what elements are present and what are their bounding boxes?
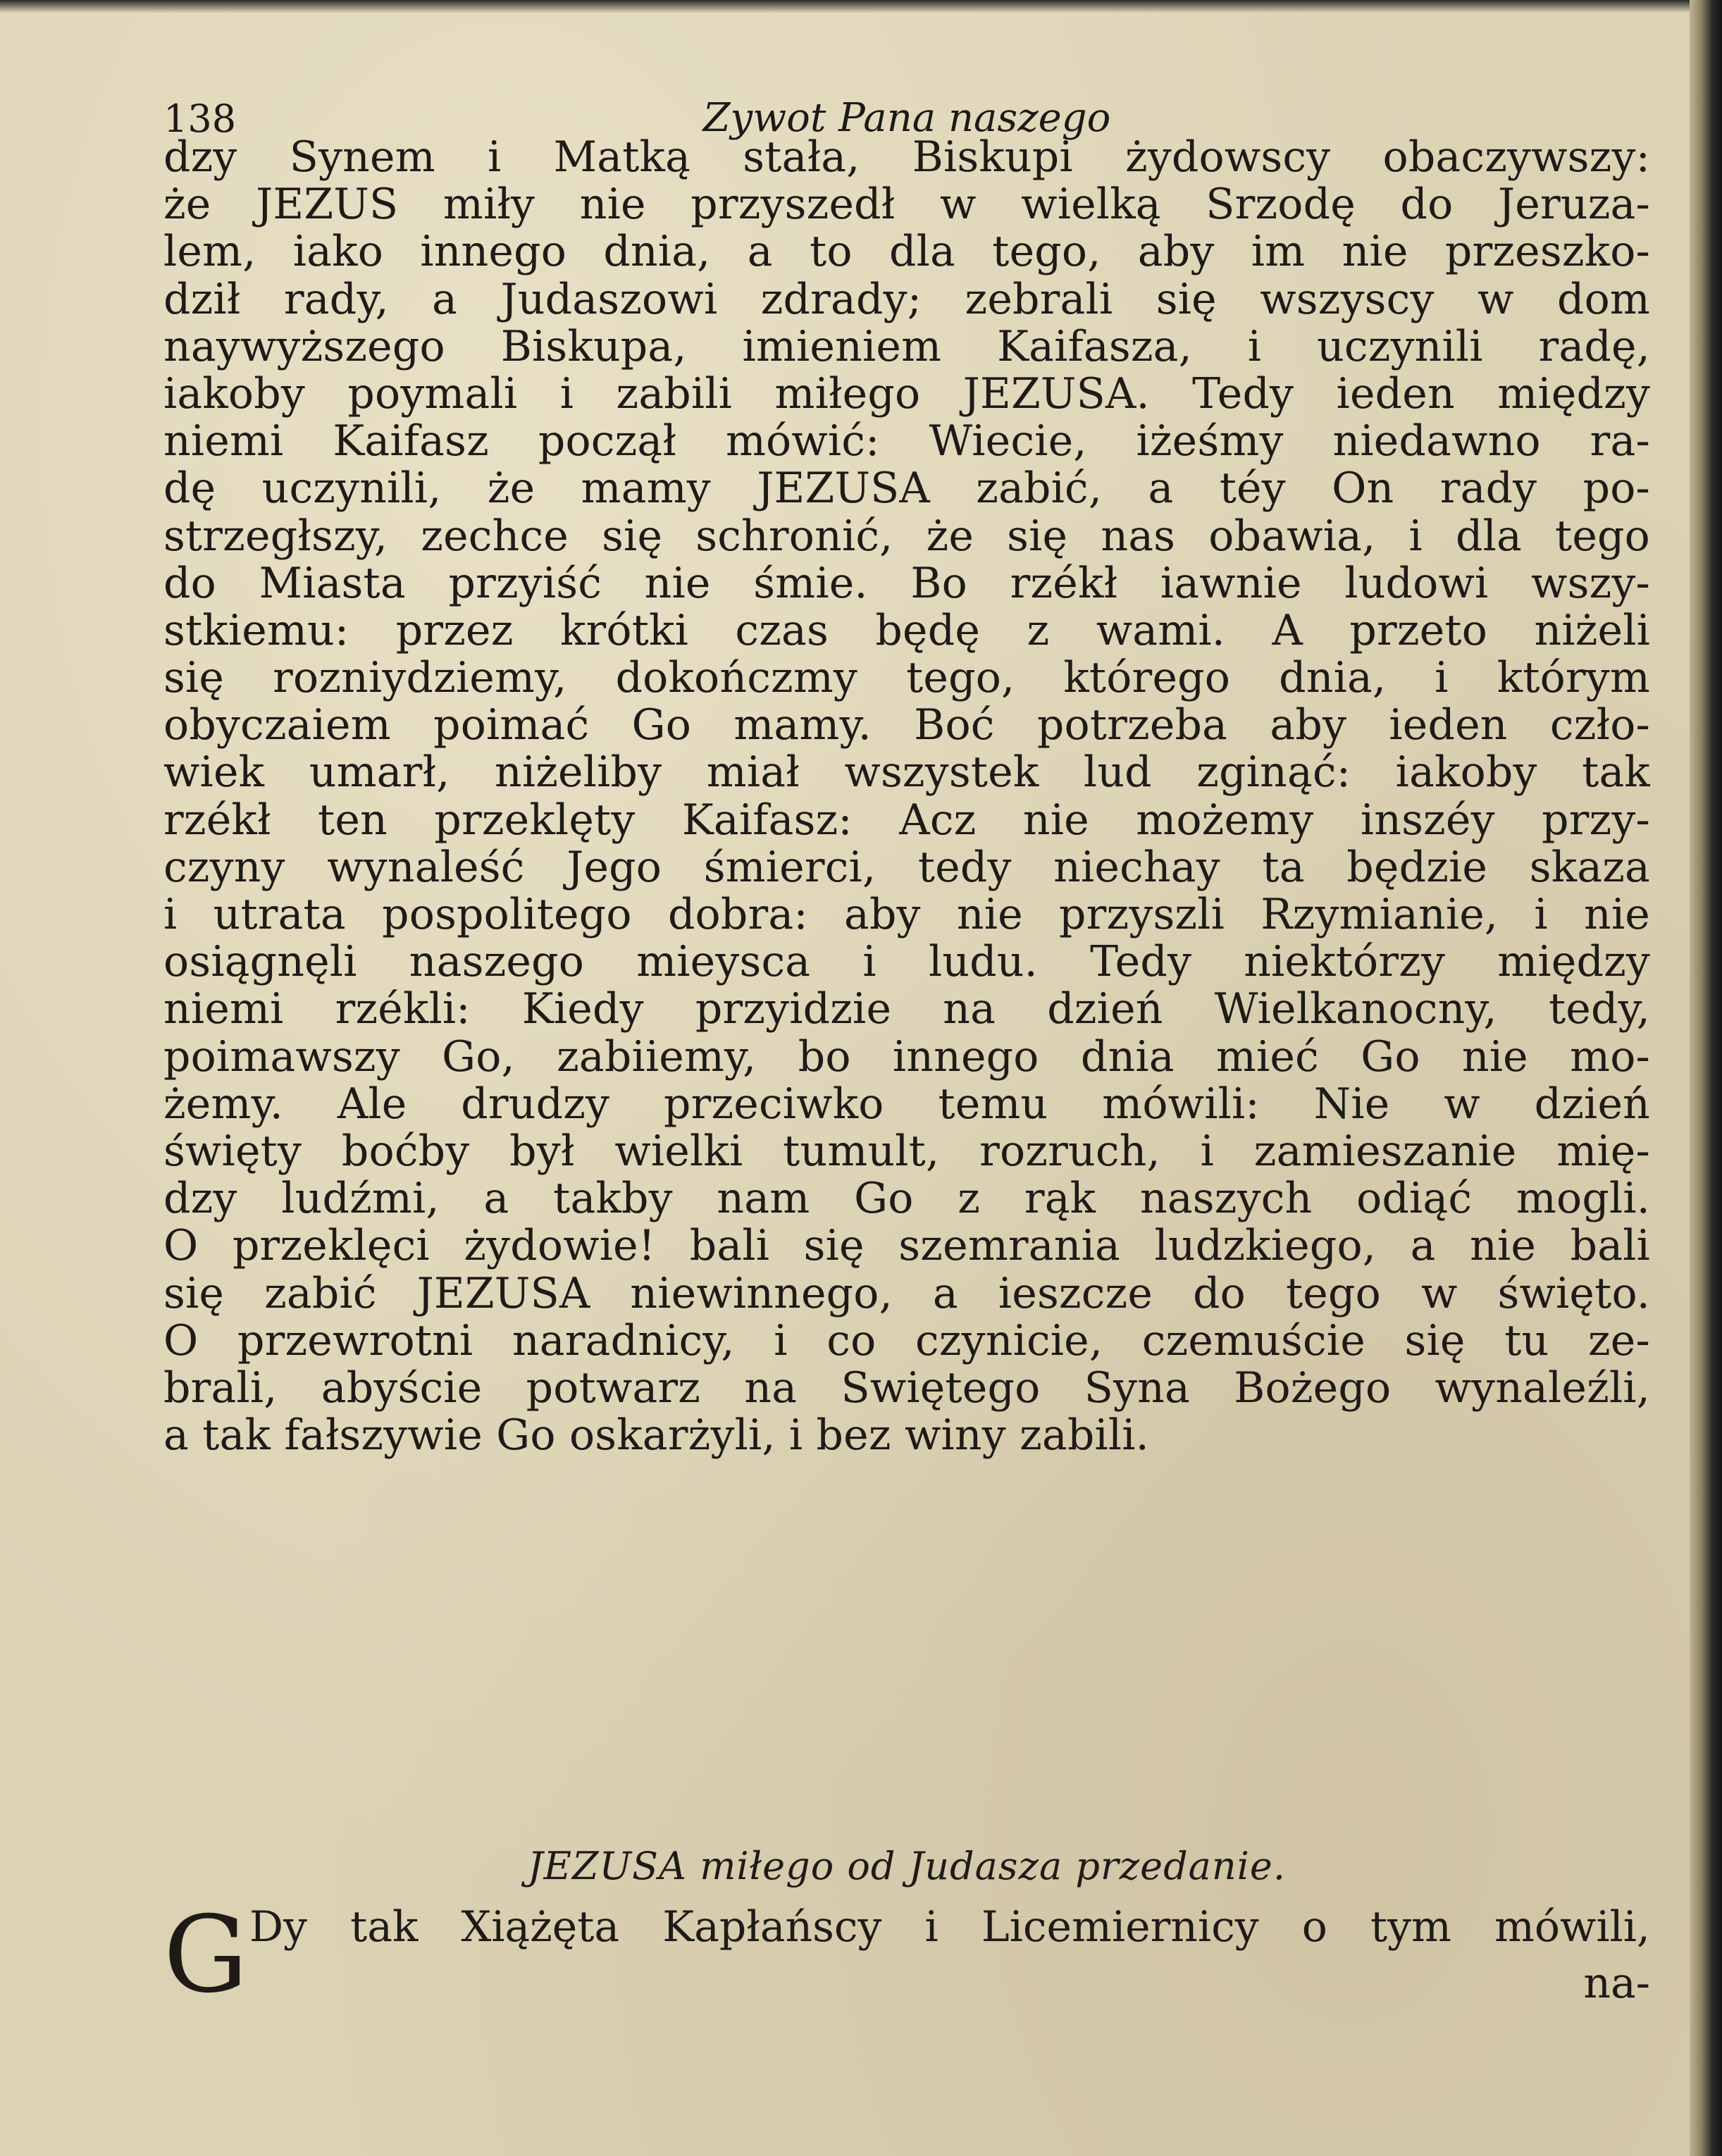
text-line: brali, abyście potwarz na Swiętego Syna Bożego wynaleźli, [163, 1363, 1650, 1413]
section-heading: JEZUSA miłego od Judasza przedanie. [527, 1844, 1287, 1888]
text-line: osiągnęli naszego mieysca i ludu. Tedy niektórzy między [163, 937, 1650, 987]
text-line: rzékł ten przeklęty Kaifasz: Acz nie możemy inszéy przy- [163, 795, 1650, 845]
text-line: żemy. Ale drudzy przeciwko temu mówili: Nie w dzień [163, 1079, 1650, 1129]
text-line: dził rady, a Judaszowi zdrady; zebrali się wszyscy w dom [163, 274, 1650, 324]
text-line: O przeklęci żydowie! bali się szemrania ludzkiego, a nie bali [163, 1221, 1650, 1271]
text-line: O przewrotni naradnicy, i co czynicie, czemuście się tu ze- [163, 1315, 1650, 1365]
text-line: lem, iako innego dnia, a to dla tego, aby im nie przeszko- [163, 227, 1650, 277]
page-binding-edge [1690, 0, 1722, 2156]
text-line: się rozniydziemy, dokończmy tego, którego dnia, i którym [163, 653, 1650, 703]
text-line: obyczaiem poimać Go mamy. Boć potrzeba aby ieden czło- [163, 700, 1650, 750]
drop-cap: G [163, 1894, 248, 2016]
text-line: dzy ludźmi, a takby nam Go z rąk naszych odiąć mogli. [163, 1174, 1650, 1224]
text-line: dę uczynili, że mamy JEZUSA zabić, a téy On rady po- [163, 464, 1650, 514]
catchword: na- [1583, 1959, 1650, 2008]
text-line: niemi Kaifasz począł mówić: Wiecie, iżeśmy niedawno ra- [163, 416, 1650, 466]
text-line: iakoby poymali i zabili miłego JEZUSA. Tedy ieden między [163, 368, 1650, 419]
text-line: wiek umarł, niżeliby miał wszystek lud zginąć: iakoby tak [163, 748, 1650, 798]
text-line: stkiemu: przez krótki czas będę z wami. A przeto niżeli [163, 605, 1650, 655]
text-line: do Miasta przyiść nie śmie. Bo rzékł iawnie ludowi wszy- [163, 558, 1650, 608]
text-line: strzegłszy, zechce się schronić, że się nas obawia, i dla tego [163, 511, 1650, 561]
text-line: i utrata pospolitego dobra: aby nie przyszli Rzymianie, i nie [163, 890, 1650, 939]
body-text [163, 134, 1650, 1459]
text-line: się zabić JEZUSA niewinnego, a ieszcze do tego w święto. [163, 1268, 1650, 1318]
running-title: Zywot Pana naszego [702, 95, 1111, 141]
page-number: 138 [163, 97, 237, 141]
text-line: dzy Synem i Matką stała, Biskupi żydowscy obaczywszy: [163, 132, 1650, 182]
page-top-shadow [0, 0, 1690, 13]
text-line: poimawszy Go, zabiiemy, bo innego dnia mieć Go nie mo- [163, 1031, 1650, 1082]
paragraph-2-line: Dy tak Xiążęta Kapłańscy i Licemiernicy o tym mówili, [249, 1902, 1650, 1952]
text-line: czyny wynaleść Jego śmierci, tedy niechay ta będzie skaza [163, 842, 1650, 892]
text-line: a tak fałszywie Go oskarżyli, i bez winy zabili. [163, 1411, 1149, 1461]
text-line: naywyższego Biskupa, imieniem Kaifasza, i uczynili radę, [163, 321, 1650, 371]
text-line: że JEZUS miły nie przyszedł w wielką Srzodę do Jeruza- [163, 180, 1650, 230]
text-line: święty boćby był wielki tumult, rozruch, i zamieszanie mię- [163, 1126, 1650, 1176]
text-line: niemi rzékli: Kiedy przyidzie na dzień Wielkanocny, tedy, [163, 984, 1650, 1034]
paragraph-2 [163, 1894, 1650, 2045]
